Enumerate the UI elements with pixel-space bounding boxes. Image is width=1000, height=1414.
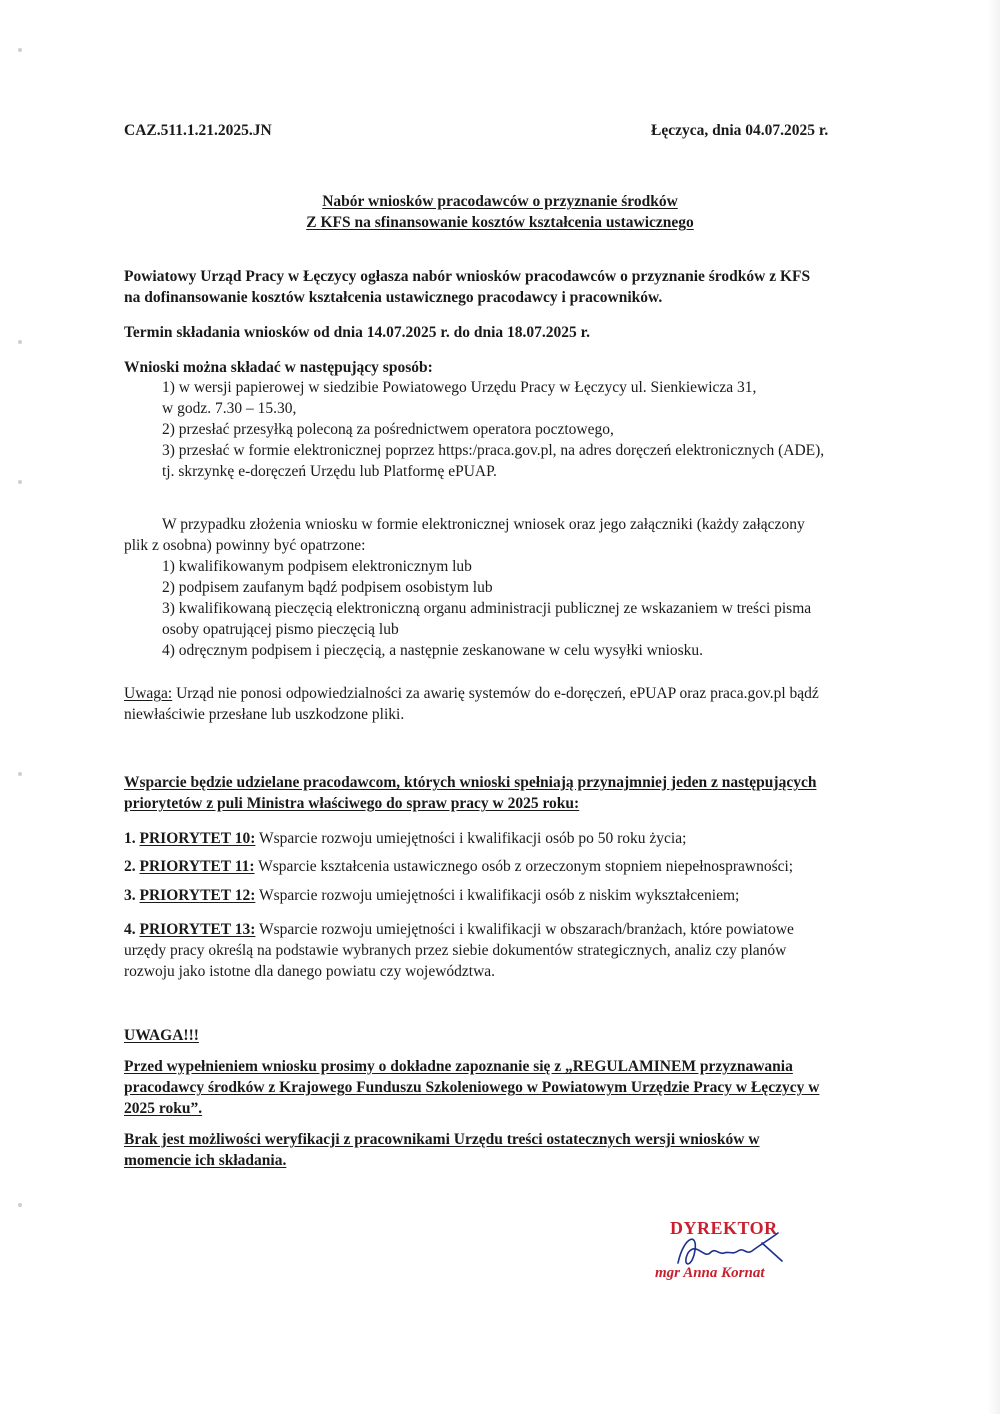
signature-stamp [640, 1215, 820, 1295]
priority-11-number: 2. [124, 858, 140, 875]
priority-10-number: 1. [124, 830, 140, 847]
priority-13 [124, 919, 794, 940]
document-title-line2: Z KFS na sfinansowanie kosztów kształcenia ustawicznego [306, 214, 694, 231]
stamp-title: DYREKTOR [670, 1218, 778, 1238]
electronic-item-4: 4) odręcznym podpisem i pieczęcią, a następnie zeskanowane w celu wysyłki wniosku. [162, 642, 704, 659]
scan-speck [18, 772, 22, 776]
priority-10-label: PRIORYTET 10: [139, 830, 256, 847]
stamp-name: mgr Anna Kornat [655, 1265, 765, 1281]
scan-speck [18, 340, 22, 344]
priority-11-text: Wsparcie kształcenia ustawicznego osób z orzeczonym stopniem niepełnosprawności; [254, 858, 794, 875]
deadline: Termin składania wniosków od dnia 14.07.2025 r. do dnia 18.07.2025 r. [124, 324, 590, 341]
priority-11-label: PRIORYTET 11: [139, 858, 255, 875]
priority-13-text: Wsparcie rozwoju umiejętności i kwalifikacji w obszarach/branżach, które powiatowe [255, 921, 794, 938]
note-text: Urząd nie ponosi odpowiedzialności za awarię systemów do e-doręczeń, ePUAP oraz praca.gov.pl bądź [172, 685, 819, 702]
priority-12-number: 3. [124, 887, 140, 904]
priority-13-line3: rozwoju jako istotne dla danego powiatu czy województwa. [124, 963, 496, 980]
warning-para1-line3: 2025 roku”. [124, 1100, 203, 1117]
electronic-item-3-cont: osoby opatrującej pismo pieczęcią lub [162, 621, 399, 638]
priority-13-line2: urzędy pracy określą na podstawie wybranych przez siebie dokumentów strategicznych, analiz czy planów [124, 942, 787, 959]
warning-para2-line1: Brak jest możliwości weryfikacji z pracownikami Urzędu treści ostatecznych wersji wniosków w [124, 1131, 760, 1148]
electronic-intro-line1: W przypadku złożenia wniosku w formie elektronicznej wniosek oraz jego załączniki (każdy załączony [162, 516, 805, 533]
document-title-line1: Nabór wniosków pracodawców o przyznanie środków [322, 193, 678, 210]
priority-12 [124, 885, 739, 906]
priority-11 [124, 856, 793, 877]
submission-item-3: 3) przesłać w formie elektronicznej poprzez https:/praca.gov.pl, na adres doręczeń elektronicznych (ADE), [162, 442, 825, 459]
priority-12-label: PRIORYTET 12: [139, 887, 256, 904]
note-line1 [124, 683, 819, 704]
submission-item-3-cont: tj. skrzynkę e-doręczeń Urzędu lub Platformę ePUAP. [162, 463, 497, 480]
priority-13-label: PRIORYTET 13: [139, 921, 256, 938]
warning-heading: UWAGA!!! [124, 1027, 199, 1044]
intro-line1: Powiatowy Urząd Pracy w Łęczycy ogłasza nabór wniosków pracodawców o przyznanie środków z KFS [124, 268, 811, 285]
scan-speck [18, 48, 22, 52]
warning-para2-line2: momencie ich składania. [124, 1152, 287, 1169]
submission-item-1-cont: w godz. 7.30 – 15.30, [162, 400, 297, 417]
intro-line2: na dofinansowanie kosztów kształcenia ustawicznego pracodawcy i pracowników. [124, 289, 663, 306]
submission-item-2: 2) przesłać przesyłką poleconą za pośrednictwem operatora pocztowego, [162, 421, 614, 438]
priorities-heading-line1: Wsparcie będzie udzielane pracodawcom, których wnioski spełniają przynajmniej jeden z następujących [124, 774, 817, 791]
note-label: Uwaga: [124, 685, 173, 702]
priority-13-number: 4. [124, 921, 140, 938]
priority-12-text: Wsparcie rozwoju umiejętności i kwalifikacji osób z niskim wykształceniem; [255, 887, 740, 904]
scan-speck [18, 480, 22, 484]
warning-para1-line1: Przed wypełnieniem wniosku prosimy o dokładne zapoznanie się z „REGULAMINEM przyznawania [124, 1058, 793, 1075]
reference-number: CAZ.511.1.21.2025.JN [124, 122, 272, 139]
electronic-item-3: 3) kwalifikowaną pieczęcią elektroniczną organu administracji publicznej ze wskazaniem w treści pisma [162, 600, 812, 617]
place-date: Łęczyca, dnia 04.07.2025 r. [651, 122, 829, 139]
scan-speck [18, 1203, 22, 1207]
note-line2: niewłaściwie przesłane lub uszkodzone pliki. [124, 706, 405, 723]
electronic-item-2: 2) podpisem zaufanym bądź podpisem osobistym lub [162, 579, 493, 596]
priorities-heading-line2: priorytetów z puli Ministra właściwego do spraw pracy w 2025 roku: [124, 795, 580, 812]
submission-item-1: 1) w wersji papierowej w siedzibie Powiatowego Urzędu Pracy w Łęczycy ul. Sienkiewicza 31, [162, 379, 757, 396]
electronic-item-1: 1) kwalifikowanym podpisem elektronicznym lub [162, 558, 472, 575]
submission-heading: Wnioski można składać w następujący sposób: [124, 359, 433, 376]
electronic-intro-line2: plik z osobna) powinny być opatrzone: [124, 537, 366, 554]
warning-para1-line2: pracodawcy środków z Krajowego Funduszu Szkoleniowego w Powiatowym Urzędzie Pracy w Łęczycy w [124, 1079, 820, 1096]
priority-10-text: Wsparcie rozwoju umiejętności i kwalifikacji osób po 50 roku życia; [255, 830, 687, 847]
priority-10 [124, 828, 686, 849]
